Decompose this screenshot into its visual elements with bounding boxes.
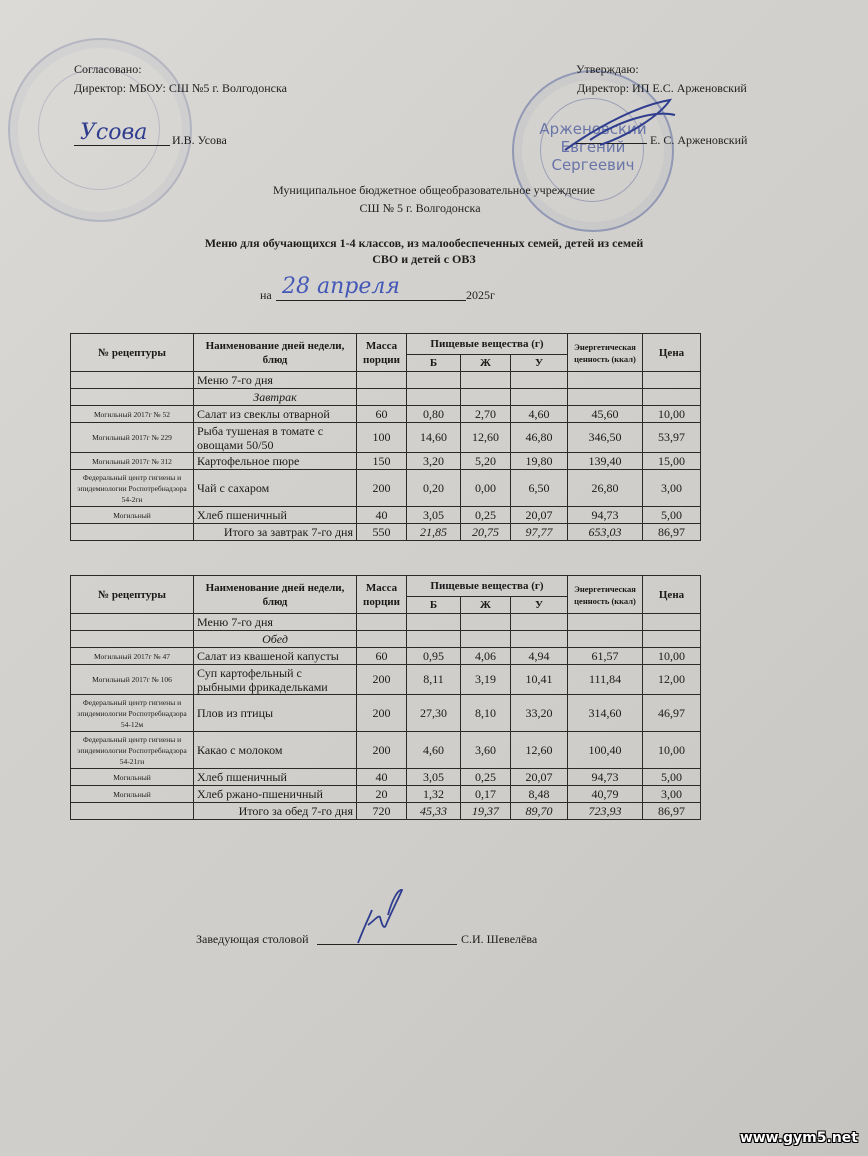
approved-position: Директор: МБОУ: СШ №5 г. Волгодонска — [74, 81, 287, 95]
energy-cell: 100,40 — [568, 732, 643, 769]
footer-signer: С.И. Шевелёва — [461, 932, 538, 946]
header-energy: Энергетическая ценность (ккал) — [568, 334, 643, 372]
stamp-surname: Арженовский — [539, 120, 647, 138]
signature-usova: Усова — [80, 120, 148, 145]
mass-cell: 100 — [357, 423, 407, 453]
price-cell: 53,97 — [643, 423, 701, 453]
dish-name-cell: Чай с сахаром — [194, 470, 357, 507]
stamp-firstname: Евгений — [560, 138, 626, 156]
fat-cell: 0,25 — [461, 507, 511, 524]
dish-name-cell: Хлеб ржано-пшеничный — [194, 786, 357, 803]
header-price: Цена — [643, 576, 701, 614]
institution-line2: СШ № 5 г. Волгодонска — [359, 201, 481, 215]
total-energy: 723,93 — [568, 803, 643, 820]
signature-line-left — [74, 145, 170, 146]
protein-cell: 4,60 — [407, 732, 461, 769]
protein-cell: 3,05 — [407, 507, 461, 524]
protein-cell: 0,80 — [407, 406, 461, 423]
protein-cell: 3,20 — [407, 453, 461, 470]
fat-cell: 12,60 — [461, 423, 511, 453]
meal-row — [71, 389, 701, 406]
carbs-cell: 20,07 — [511, 507, 568, 524]
protein-cell: 8,11 — [407, 665, 461, 695]
recipe-cell: Федеральный центр гигиены и эпидемиологии Роспотребнадзора 54-21гн — [71, 732, 194, 769]
dish-row — [71, 769, 701, 786]
dish-name-cell: Картофельное пюре — [194, 453, 357, 470]
lunch-table — [70, 575, 701, 820]
dish-name-cell: Какао с молоком — [194, 732, 357, 769]
total-price: 86,97 — [643, 803, 701, 820]
mass-cell: 200 — [357, 665, 407, 695]
price-cell: 10,00 — [643, 732, 701, 769]
dish-row — [71, 695, 701, 732]
day-label: Меню 7-го дня — [194, 372, 357, 389]
recipe-cell: Могильный 2017г № 106 — [71, 665, 194, 695]
carbs-cell: 6,50 — [511, 470, 568, 507]
total-row — [71, 524, 701, 541]
total-label: Итого за завтрак 7-го дня — [194, 524, 357, 541]
total-row — [71, 803, 701, 820]
meal-label: Завтрак — [194, 389, 357, 406]
price-cell: 10,00 — [643, 406, 701, 423]
day-row — [71, 614, 701, 631]
institution-line1: Муниципальное бюджетное общеобразовательное учреждение — [273, 183, 595, 197]
protein-cell: 3,05 — [407, 769, 461, 786]
energy-cell: 94,73 — [568, 769, 643, 786]
recipe-cell: Могильный 2017г № 47 — [71, 648, 194, 665]
header-energy: Энергетическая ценность (ккал) — [568, 576, 643, 614]
energy-cell: 346,50 — [568, 423, 643, 453]
header-name: Наименование дней недели, блюд — [194, 576, 357, 614]
date-handwritten: 28 апреля — [282, 274, 400, 299]
fat-cell: 4,06 — [461, 648, 511, 665]
dish-name-cell: Плов из птицы — [194, 695, 357, 732]
recipe-cell: Федеральный центр гигиены и эпидемиологии Роспотребнадзора 54-2гн — [71, 470, 194, 507]
dish-row — [71, 786, 701, 803]
dish-row — [71, 406, 701, 423]
approved-signer: И.В. Усова — [172, 133, 227, 147]
dish-name-cell: Хлеб пшеничный — [194, 769, 357, 786]
date-line — [276, 300, 466, 301]
carbs-cell: 19,80 — [511, 453, 568, 470]
price-cell: 3,00 — [643, 786, 701, 803]
dish-name-cell: Салат из квашеной капусты — [194, 648, 357, 665]
price-cell: 3,00 — [643, 470, 701, 507]
dish-name-cell: Рыба тушеная в томате с овощами 50/50 — [194, 423, 357, 453]
total-empty-cell — [71, 803, 194, 820]
protein-cell: 27,30 — [407, 695, 461, 732]
footer-position: Заведующая столовой — [196, 932, 309, 946]
total-price: 86,97 — [643, 524, 701, 541]
total-mass: 550 — [357, 524, 407, 541]
header-nutrients: Пищевые вещества (г) — [407, 576, 568, 597]
price-cell: 12,00 — [643, 665, 701, 695]
header-mass: Масса порции — [357, 576, 407, 614]
mass-cell: 40 — [357, 769, 407, 786]
energy-cell: 314,60 — [568, 695, 643, 732]
recipe-cell: Могильный — [71, 786, 194, 803]
carbs-cell: 33,20 — [511, 695, 568, 732]
breakfast-table — [70, 333, 701, 541]
dish-row — [71, 648, 701, 665]
mass-cell: 200 — [357, 732, 407, 769]
header-name: Наименование дней недели, блюд — [194, 334, 357, 372]
fat-cell: 8,10 — [461, 695, 511, 732]
energy-cell: 139,40 — [568, 453, 643, 470]
confirm-position: Директор: ИП Е.С. Арженовский — [577, 81, 747, 95]
approved-label: Согласовано: — [74, 62, 142, 76]
mass-cell: 200 — [357, 470, 407, 507]
protein-cell: 0,20 — [407, 470, 461, 507]
header-u: У — [511, 597, 568, 614]
energy-cell: 45,60 — [568, 406, 643, 423]
energy-cell: 94,73 — [568, 507, 643, 524]
mass-cell: 60 — [357, 648, 407, 665]
day-row — [71, 372, 701, 389]
header-recipe: № рецептуры — [71, 334, 194, 372]
mass-cell: 20 — [357, 786, 407, 803]
total-energy: 653,03 — [568, 524, 643, 541]
header-b: Б — [407, 355, 461, 372]
header-mass: Масса порции — [357, 334, 407, 372]
carbs-cell: 12,60 — [511, 732, 568, 769]
carbs-cell: 46,80 — [511, 423, 568, 453]
total-fat: 19,37 — [461, 803, 511, 820]
mass-cell: 40 — [357, 507, 407, 524]
recipe-cell: Могильный 2017г № 229 — [71, 423, 194, 453]
protein-cell: 1,32 — [407, 786, 461, 803]
header-recipe: № рецептуры — [71, 576, 194, 614]
protein-cell: 0,95 — [407, 648, 461, 665]
total-protein: 45,33 — [407, 803, 461, 820]
price-cell: 46,97 — [643, 695, 701, 732]
fat-cell: 3,60 — [461, 732, 511, 769]
carbs-cell: 20,07 — [511, 769, 568, 786]
mass-cell: 60 — [357, 406, 407, 423]
dish-name-cell: Суп картофельный с рыбными фрикадельками — [194, 665, 357, 695]
energy-cell: 61,57 — [568, 648, 643, 665]
date-year: 2025г — [466, 288, 495, 302]
fat-cell: 0,00 — [461, 470, 511, 507]
stamp-patronymic: Сергеевич — [551, 156, 635, 174]
energy-cell: 40,79 — [568, 786, 643, 803]
date-prefix: на — [260, 288, 272, 302]
header-zh: Ж — [461, 355, 511, 372]
price-cell: 10,00 — [643, 648, 701, 665]
recipe-cell: Могильный 2017г № 312 — [71, 453, 194, 470]
fat-cell: 5,20 — [461, 453, 511, 470]
dish-row — [71, 732, 701, 769]
watermark: www.gym5.net — [739, 1130, 858, 1146]
confirm-label: Утверждаю: — [576, 62, 639, 76]
mass-cell: 150 — [357, 453, 407, 470]
energy-cell: 26,80 — [568, 470, 643, 507]
total-empty-cell — [71, 524, 194, 541]
total-carbs: 97,77 — [511, 524, 568, 541]
header-price: Цена — [643, 334, 701, 372]
dish-row — [71, 665, 701, 695]
menu-title-line1: Меню для обучающихся 1-4 классов, из малообеспеченных семей, детей из семей — [204, 236, 644, 250]
total-protein: 21,85 — [407, 524, 461, 541]
mass-cell: 200 — [357, 695, 407, 732]
dish-name-cell: Хлеб пшеничный — [194, 507, 357, 524]
fat-cell: 3,19 — [461, 665, 511, 695]
total-mass: 720 — [357, 803, 407, 820]
header-b: Б — [407, 597, 461, 614]
carbs-cell: 4,60 — [511, 406, 568, 423]
price-cell: 15,00 — [643, 453, 701, 470]
total-carbs: 89,70 — [511, 803, 568, 820]
recipe-cell: Федеральный центр гигиены и эпидемиологии Роспотребнадзора 54-12м — [71, 695, 194, 732]
meal-row — [71, 631, 701, 648]
header-u: У — [511, 355, 568, 372]
carbs-cell: 4,94 — [511, 648, 568, 665]
dish-row — [71, 423, 701, 453]
confirm-signer: Е. С. Арженовский — [650, 133, 748, 147]
header-nutrients: Пищевые вещества (г) — [407, 334, 568, 355]
recipe-cell: Могильный 2017г № 52 — [71, 406, 194, 423]
carbs-cell: 8,48 — [511, 786, 568, 803]
dish-row — [71, 470, 701, 507]
price-cell: 5,00 — [643, 769, 701, 786]
recipe-cell: Могильный — [71, 507, 194, 524]
protein-cell: 14,60 — [407, 423, 461, 453]
day-label: Меню 7-го дня — [194, 614, 357, 631]
energy-cell: 111,84 — [568, 665, 643, 695]
total-fat: 20,75 — [461, 524, 511, 541]
menu-title-line2: СВО и детей с ОВЗ — [372, 252, 476, 266]
price-cell: 5,00 — [643, 507, 701, 524]
dish-row — [71, 507, 701, 524]
meal-label: Обед — [194, 631, 357, 648]
fat-cell: 2,70 — [461, 406, 511, 423]
fat-cell: 0,25 — [461, 769, 511, 786]
recipe-cell: Могильный — [71, 769, 194, 786]
fat-cell: 0,17 — [461, 786, 511, 803]
dish-row — [71, 453, 701, 470]
total-label: Итого за обед 7-го дня — [194, 803, 357, 820]
dish-name-cell: Салат из свеклы отварной — [194, 406, 357, 423]
header-zh: Ж — [461, 597, 511, 614]
footer-signature — [350, 885, 410, 947]
carbs-cell: 10,41 — [511, 665, 568, 695]
